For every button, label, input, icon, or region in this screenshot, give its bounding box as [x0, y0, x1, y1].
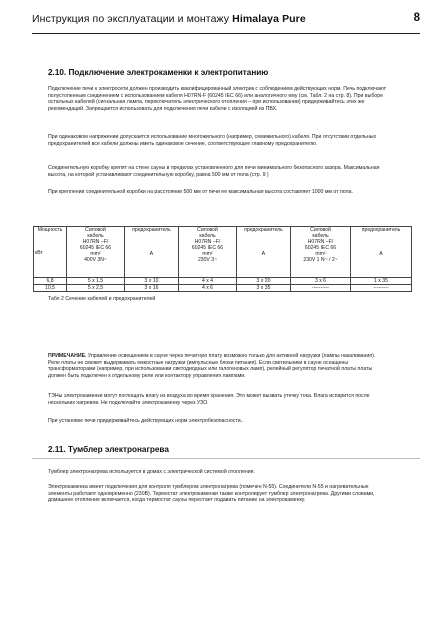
section2-paragraph-1: Тумблер электронагрева используется в домах с электрической системой отопления.	[48, 469, 255, 475]
table-cell: 10,5	[34, 285, 67, 292]
table-header-fuse-3: предохранитель A	[351, 227, 412, 278]
page-number: 8	[413, 12, 420, 24]
table-header-fuse-2: предохранитель A	[237, 227, 291, 278]
table-header-power: Мощность кВт	[34, 227, 67, 278]
table-header-row	[34, 227, 412, 278]
unit-kw: кВт	[35, 250, 43, 257]
table-cell: 6,8	[34, 278, 67, 285]
section1-paragraph-4: При креплении соединительной коробки на расстоянии 500 мм от печи ее максимальная высота составляет 1000 мм от пола.	[48, 189, 353, 195]
note-label: ПРИМЕЧАНИЕ.	[48, 353, 87, 359]
table-header-fuse-1: предохранитель A	[125, 227, 179, 278]
table-cell: 1 x 35	[351, 278, 412, 285]
cable-fuse-table	[33, 226, 412, 292]
voltage-label: 230V 3~	[197, 257, 218, 264]
section1-paragraph-2: При одинаковом напряжении допускается использование многожильного (например, семижильного) кабеля. При отсутствии отдельных предохранителей все кабели должны иметь одинаковое сечение, соответствующее главному предохранителю.	[48, 134, 377, 147]
table-cell: 4 x 6	[179, 285, 237, 292]
table-cell: 5 x 1,5	[67, 278, 125, 285]
section-heading-2-10: 2.10. Подключение электрокаменки к электропитанию	[48, 68, 269, 77]
title-regular: Инструкция по эксплуатации и монтажу	[32, 13, 233, 25]
table-row	[34, 285, 412, 292]
table-cell: 4 x 4	[179, 278, 237, 285]
section1-paragraph-3: Соединительную коробку крепят на стене сауны в пределах установленного для печи минимального безопасного зазора. Максимальная высота, на которой устанавливают соединительную коробку, равна 500 мм от пола (стр. 9 )	[48, 165, 380, 178]
section2-paragraph-2: Электрокаменка имеет подключения для контроля тумблером электронагрева (помечен N-55). Соединители N-55 и нагревательные элементы работают одновременно (230В). Термостат электрокаменки также контролирует тумблер электронагрева. Другими словами, домашнее отопление включается, когда термостат сауны перестает подавать питание на электрокаменку.	[48, 484, 375, 504]
table-row	[34, 278, 412, 285]
table-cell: 3 x 10	[125, 278, 179, 285]
table-header-cable-3: Силовой кабель H07RN –F/ 60245 IEC 66 mm² 230V 1 N~ / 2~	[291, 227, 351, 278]
table-cell: 3 x 16	[125, 285, 179, 292]
page-header	[32, 11, 420, 31]
note-paragraph-2: ТЭНы электрокаменки могут поглощать влагу из воздуха во время хранения. Это может вызвать утечку тока. Влага испарится после нескольких нагревов. Не подключайте электрокаменку через УЗО.	[48, 393, 370, 406]
table-cell: 5 x 2,5	[67, 285, 125, 292]
table-header-cable-1: Силовой кабель H07RN –F/ 60245 IEC 66 mm² 400V 3N~	[67, 227, 125, 278]
document-title	[32, 13, 306, 25]
voltage-label: 230V 1 N~ / 2~	[303, 257, 338, 264]
table-header-cable-2: Силовой кабель H07RN –F/ 60245 IEC 66 mm² 230V 3~	[179, 227, 237, 278]
section-heading-2-11: 2.11. Тумблер электронагрева	[48, 445, 169, 454]
section-divider	[32, 458, 420, 459]
table-cell: ----------	[291, 285, 351, 292]
table-cell: ---------	[351, 285, 412, 292]
table-cell: 3 x 6	[291, 278, 351, 285]
note-paragraph-1: ПРИМЕЧАНИЕ. Управление освещением в сауне через печатную плату возможно только для активной нагрузки (лампы накаливания). Реле платы не сможет выдерживать емкостные нагрузки (импульсные блоки питания). Если светильники в сауне оснащены трансформаторами (например, при использовании светодиодных или галогеновых ламп), релейный регулятор печатной платы платы должен быть подключен к отдельному реле или контактору управления лампами.	[48, 353, 376, 379]
note-paragraph-3: При установке печи придерживайтесь действующих норм электробезопасности..	[48, 418, 244, 424]
table-cell: 3 x 20	[237, 278, 291, 285]
table-cell: 3 x 35	[237, 285, 291, 292]
header-divider	[32, 33, 420, 34]
section1-paragraph-1: Подключение печи к электросети должен производить квалифицированный электрик с соблюдением действующих норм. Печь подключают полустопенным соединением с использованием кабеля H07RN-F (60245 IEC 66) или аналогичного ему (см. Табл. 2 на стр. 8). При выборе остальных кабелей (сигнальная лампа, переключатель электрического отопления – при использовании) придерживайтесь этих же рекомендаций. Запрещается использовать для подключения печи кабели с изоляцией из ПВХ.	[48, 86, 387, 112]
table-caption: Табл 2 Сечение кабелей и предохранителей	[48, 296, 156, 302]
title-brand: Himalaya Pure	[232, 13, 306, 25]
voltage-label: 400V 3N~	[84, 257, 107, 264]
